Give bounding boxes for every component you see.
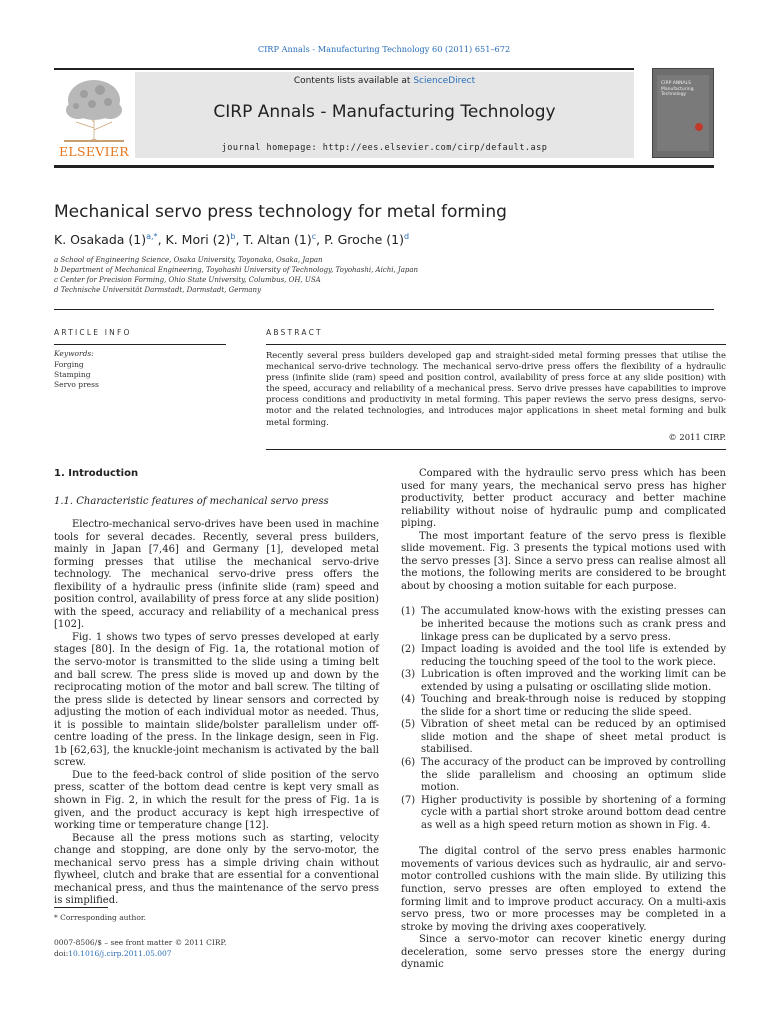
merits-list xyxy=(401,606,726,832)
article-title: Mechanical servo press technology for metal forming xyxy=(54,202,507,222)
divider xyxy=(54,344,226,345)
sciencedirect-link[interactable]: ScienceDirect xyxy=(413,76,476,86)
list-item: (5) Vibration of sheet metal can be reduced by an optimised slide motion and the shape of sheet metal product is stabilised. xyxy=(401,719,726,756)
author: K. Osakada $(1)^{a,*}$, xyxy=(54,232,166,248)
publisher-name: ELSEVIER xyxy=(58,144,129,159)
elsevier-logo xyxy=(54,70,134,160)
keyword: Servo press xyxy=(54,380,99,389)
keyword: Stamping xyxy=(54,370,91,379)
cover-caption: CIRP ANNALS Manufacturing Technology xyxy=(661,81,694,97)
list-item: (2) Impact loading is avoided and the tool life is extended by reducing the touching speed of the tool to the work piece. xyxy=(401,644,726,668)
masthead-bottom-rule xyxy=(54,165,714,168)
contents-prefix: Contents lists available at xyxy=(293,76,414,86)
affiliation: a School of Engineering Science, Osaka University, Toyonaka, Osaka, Japan xyxy=(54,256,323,264)
paragraph: Since a servo-motor can recover kinetic energy during deceleration, some servo presses store the energy during dynamic xyxy=(401,934,726,971)
doi-link[interactable]: 10.1016/j.cirp.2011.05.007 xyxy=(68,949,172,958)
article-info-heading: ARTICLE INFO xyxy=(54,328,132,337)
author: K. Mori $(2)^b$, xyxy=(165,232,244,248)
journal-citation[interactable]: CIRP Annals - Manufacturing Technology 60 (2011) 651–672 xyxy=(257,44,511,54)
paragraph: Due to the feed-back control of slide position of the servo press, scatter of the bottom dead centre is kept very small as shown in Fig. 2, in which the result for the press of Fig. 1a is given, and the product accuracy is kept high irrespective of working time or temperature change [12]. xyxy=(54,769,379,832)
section-heading: 1. Introduction xyxy=(54,468,139,479)
affiliation: c Center for Precision Forming, Ohio State University, Columbus, OH, USA xyxy=(54,276,321,284)
right-column xyxy=(401,468,726,972)
issn-doi-block xyxy=(54,937,226,959)
subsection-heading: 1.1. Characteristic features of mechanical servo press xyxy=(54,496,329,507)
divider xyxy=(266,344,726,345)
paragraph: Electro-mechanical servo-drives have been used in machine tools for several decades. Recently, several press builders, mainly in Japan [7,46] and Germany [1], developed metal forming presses that utilise the mechanical servo-drive technology. The mechanical servo-drive press offers the flexibility of a hydraulic press (infinite slide (ram) speed and position control, availability of press force at any slide position) with the speed, accuracy and reliability of a mechanical press [102]. xyxy=(54,519,379,631)
affiliation: b Department of Mechanical Engineering, Toyohashi University of Technology, Toyohashi, Aichi, Japan xyxy=(54,266,419,274)
author-list xyxy=(54,232,409,247)
abstract-copyright: © 2011 CIRP. xyxy=(668,432,726,442)
paragraph: Compared with the hydraulic servo press which has been used for many years, the mechanical servo press has higher productivity, better product accuracy and better machine reliability without noise of hydraulic pump and complicated piping. xyxy=(401,468,726,530)
paragraph: The most important feature of the servo press is flexible slide movement. Fig. 3 presents the typical motions used with the servo presses [3]. Since a servo press can realise almost all the motions, the following merits are considered to be brought about by choosing a motion suitable for each purpose. xyxy=(401,530,726,592)
list-item: (7) Higher productivity is possible by shortening of a forming cycle with a partial short stroke around bottom dead centre as well as a high speed return motion as shown in Fig. 4. xyxy=(401,794,726,831)
paragraph: Fig. 1 shows two types of servo presses developed at early stages [80]. In the design of Fig. 1a, the rotational motion of the servo-motor is transmitted to the slide using a timing belt and ball screw. The press slide is moved up and down by the reciprocating motion of the motor and ball screw. The tilting of the press slide is detected by linear sensors and corrected by adjusting the motion of each individual motor as needed. Thus, it is possible to maintain slide/bolster parallelism under off-centre loading of the press. In the linkage design, seen in Fig. 1b [62,63], the knuckle-joint mechanism is activated by the ball screw. xyxy=(54,631,379,769)
list-item: (6) The accuracy of the product can be improved by controlling the slide parallelism and choosing an optimum slide motion. xyxy=(401,757,726,794)
list-item: (3) Lubrication is often improved and the working limit can be extended by using a pulsating or oscillating slide motion. xyxy=(401,669,726,693)
paragraph: The digital control of the servo press enables harmonic movements of various devices such as hydraulic, air and servo-motor controlled cushions with the main slide. By utilizing this function, servo presses are often employed to extend the forming limit and to improve product accuracy. On a multi-axis servo press, two or more processes may be completed in a stroke by moving the driving axes cooperatively. xyxy=(401,846,726,933)
journal-title: CIRP Annals - Manufacturing Technology xyxy=(213,102,556,122)
author: P. Groche $(1)^d$ xyxy=(324,232,410,248)
contents-line xyxy=(135,76,634,86)
paragraph: Because all the press motions such as starting, velocity change and stopping, are done only by the servo-motor, the mechanical servo press has a simple driving chain without flywheel, clutch and brake that are essential for a conventional mechanical press, and thus the maintenance of the servo press is simplified. xyxy=(54,832,379,907)
issn-line: 0007-8506/$ – see front matter © 2011 CIRP. xyxy=(54,938,227,947)
list-item: (1) The accumulated know-hows with the existing presses can be inherited because the motions such as crank press and linkage press can be duplicated by a servo press. xyxy=(401,606,726,643)
affiliation: d Technische Universität Darmstadt, Darmstadt, Germany xyxy=(54,286,262,294)
list-item: (4) Touching and break-through noise is reduced by stopping the slide for a short time or reducing the slide speed. xyxy=(401,694,726,718)
cover-emblem xyxy=(695,123,703,131)
footnote-rule xyxy=(54,907,108,908)
masthead-top-rule xyxy=(54,68,634,70)
corresponding-author-note: * Corresponding author. xyxy=(54,913,147,922)
author: T. Altan $(1)^c$, xyxy=(243,232,325,248)
divider xyxy=(266,449,726,450)
journal-homepage[interactable]: journal homepage: http://ees.elsevier.com/cirp/default.asp xyxy=(221,143,548,153)
divider xyxy=(54,309,714,310)
keywords-label: Keywords: xyxy=(54,349,94,358)
left-column xyxy=(54,519,379,908)
abstract-text: Recently several press builders developed gap and straight-sided metal forming presses that utilise the mechanical servo-drive technology. The mechanical servo-drive press offers the flexibility of a hydraulic press (infinite slide (ram) speed and position control, availability of press force at any slide position) with the speed, accuracy and reliability of a mechanical press. Servo drive presses have capabilities to improve process conditions and productivity in metal forming. This paper reviews the servo press designs, servo-motor and the related technologies, and introduces major applications in sheet metal forming and bulk metal forming. xyxy=(266,350,726,427)
abstract-heading: ABSTRACT xyxy=(266,328,323,337)
doi-line: doi:10.1016/j.cirp.2011.05.007 xyxy=(54,949,172,958)
journal-cover-image xyxy=(652,68,714,158)
keyword: Forging xyxy=(54,360,84,369)
